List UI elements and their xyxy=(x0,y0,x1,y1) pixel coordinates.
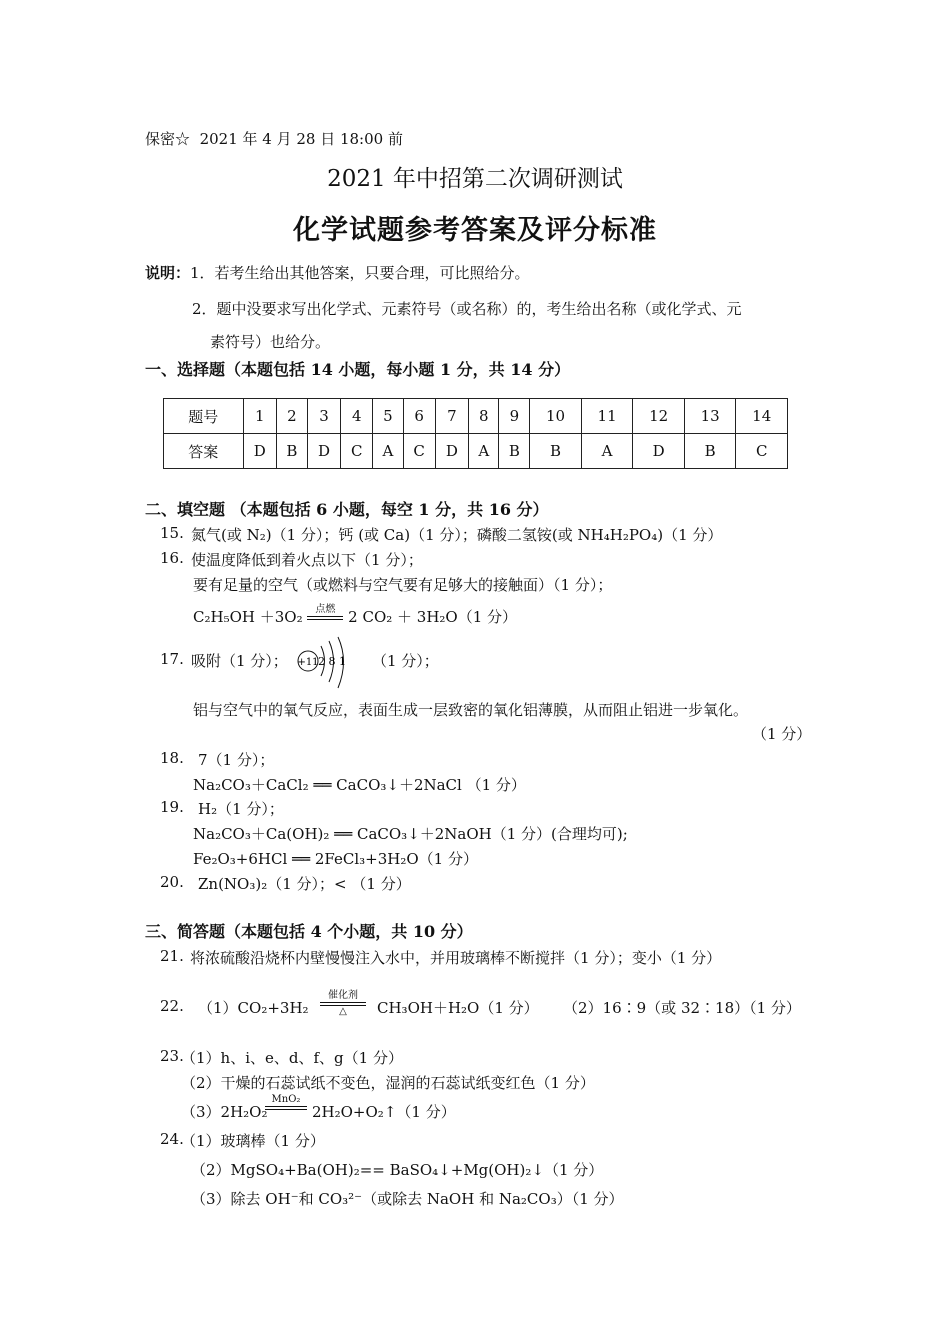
q19-line1: H₂（1 分）； xyxy=(198,800,284,818)
q16-products: 2 CO₂ ＋ 3H₂O（1 分） xyxy=(348,608,518,626)
answer-cell: A xyxy=(581,434,633,469)
question-number: 3 xyxy=(307,399,340,434)
reaction-arrow-mno2 xyxy=(265,1094,307,1110)
question-number: 10 xyxy=(530,399,582,434)
q19-line3: Fe₂O₃+6HCl ══ 2FeCl₃+3H₂O（1 分） xyxy=(193,850,478,868)
question-number: 9 xyxy=(499,399,530,434)
question-number: 1 xyxy=(243,399,276,434)
q24-number: 24. xyxy=(160,1130,184,1148)
question-number: 7 xyxy=(435,399,468,434)
table-row-numbers xyxy=(164,399,788,434)
q17-score: （1 分）； xyxy=(372,652,439,670)
q22-number: 22. xyxy=(160,997,184,1015)
row-label-number: 题号 xyxy=(164,399,244,434)
reaction-arrow-catalyst xyxy=(320,990,366,1018)
answer-cell: A xyxy=(469,434,499,469)
question-number: 8 xyxy=(469,399,499,434)
q18-line2: Na₂CO₃＋CaCl₂ ══ CaCO₃↓＋2NaCl （1 分） xyxy=(193,776,526,794)
q17-number: 17. xyxy=(160,650,184,668)
q17-line2-score: （1 分） xyxy=(752,725,812,743)
question-number: 2 xyxy=(276,399,307,434)
q16-line2: 要有足量的空气（或燃料与空气要有足够大的接触面）（1 分）； xyxy=(193,576,613,594)
condition-heat: △ xyxy=(339,1006,347,1017)
nucleus-charge: +11 xyxy=(297,657,319,668)
sodium-atom-structure-diagram xyxy=(294,636,364,694)
electron-shells-label: 2 8 1 xyxy=(318,655,346,668)
answer-cell: A xyxy=(373,434,403,469)
answer-table xyxy=(163,398,788,469)
q23-line3-left: （3）2H₂O₂ xyxy=(181,1103,268,1121)
question-number: 4 xyxy=(341,399,373,434)
condition-ignite: 点燃 xyxy=(315,604,336,615)
question-number: 11 xyxy=(581,399,633,434)
condition-mno2: MnO₂ xyxy=(271,1094,301,1105)
q20-answer: Zn(NO₃)₂（1 分）；< （1 分） xyxy=(198,875,411,893)
answer-cell: B xyxy=(499,434,530,469)
answer-cell: D xyxy=(435,434,468,469)
q15-answer: 氮气(或 N₂)（1 分）；钙 (或 Ca)（1 分）；磷酸二氢铵(或 NH₄H₂PO₄)（1 分） xyxy=(191,526,723,544)
answer-cell: D xyxy=(243,434,276,469)
q16-line1: 使温度降低到着火点以下（1 分）； xyxy=(191,551,423,569)
question-number: 12 xyxy=(633,399,685,434)
question-number: 14 xyxy=(736,399,788,434)
answer-cell: B xyxy=(684,434,736,469)
q24-line1: （1）玻璃棒（1 分） xyxy=(181,1132,325,1150)
q16-number: 16. xyxy=(160,549,184,567)
question-number: 5 xyxy=(373,399,403,434)
confidential-note: 保密☆ 2021 年 4 月 28 日 18:00 前 xyxy=(145,130,403,148)
q17-line2: 铝与空气中的氧气反应，表面生成一层致密的氧化铝薄膜，从而阻止铝进一步氧化。 xyxy=(193,701,749,719)
note-2-continued: 素符号）也给分。 xyxy=(210,333,331,351)
q22-part2: （2）16∶9（或 32∶18）（1 分） xyxy=(563,999,801,1017)
document-title-line1: 2021 年中招第二次调研测试 xyxy=(327,166,623,192)
answer-cell: B xyxy=(276,434,307,469)
q19-number: 19. xyxy=(160,798,184,816)
answer-cell: C xyxy=(341,434,373,469)
document-title-line2: 化学试题参考答案及评分标准 xyxy=(293,215,657,246)
q22-part1-right: CH₃OH＋H₂O（1 分） xyxy=(377,999,539,1017)
q22-part1-left: （1）CO₂+3H₂ xyxy=(198,999,309,1017)
q24-line2: （2）MgSO₄+Ba(OH)₂== BaSO₄↓+Mg(OH)₂↓（1 分） xyxy=(191,1161,604,1179)
reaction-arrow-ignite xyxy=(307,604,343,620)
section1-heading: 一、选择题（本题包括 14 小题，每小题 1 分，共 14 分） xyxy=(145,360,571,379)
notes-label: 说明： xyxy=(145,264,191,282)
exam-deadline: 2021 年 4 月 28 日 18:00 前 xyxy=(199,130,403,148)
q23-line3-right: 2H₂O+O₂↑（1 分） xyxy=(312,1103,456,1121)
answer-cell: B xyxy=(530,434,582,469)
q19-line2: Na₂CO₃＋Ca(OH)₂ ══ CaCO₃↓＋2NaOH（1 分）(合理均可); xyxy=(193,825,628,843)
q15-number: 15. xyxy=(160,524,184,542)
condition-catalyst: 催化剂 xyxy=(328,990,358,1001)
q20-number: 20. xyxy=(160,873,184,891)
q18-line1: 7（1 分）； xyxy=(198,751,275,769)
q21-number: 21. xyxy=(160,947,184,965)
q24-line3: （3）除去 OH⁻和 CO₃²⁻（或除去 NaOH 和 Na₂CO₃）（1 分） xyxy=(191,1190,624,1208)
answer-cell: C xyxy=(403,434,435,469)
table-row-answers xyxy=(164,434,788,469)
q23-line1: （1）h、i、e、d、f、g（1 分） xyxy=(181,1049,403,1067)
note-2: 2．题中没要求写出化学式、元素符号（或名称）的，考生给出名称（或化学式、元 xyxy=(192,300,742,318)
row-label-answer: 答案 xyxy=(164,434,244,469)
answer-cell: C xyxy=(736,434,788,469)
section2-heading: 二、填空题 （本题包括 6 小题，每空 1 分，共 16 分） xyxy=(145,500,549,519)
q17-line1: 吸附（1 分）； xyxy=(191,652,288,670)
q16-reactants: C₂H₅OH ＋3O₂ xyxy=(193,608,303,626)
q18-number: 18. xyxy=(160,749,184,767)
note-1: 1．若考生给出其他答案，只要合理，可比照给分。 xyxy=(190,264,530,282)
q23-number: 23. xyxy=(160,1047,184,1065)
answer-cell: D xyxy=(307,434,340,469)
answer-cell: D xyxy=(633,434,685,469)
q23-line2: （2）干燥的石蕊试纸不变色，湿润的石蕊试纸变红色（1 分） xyxy=(181,1074,595,1092)
section3-heading: 三、简答题（本题包括 4 个小题，共 10 分） xyxy=(145,922,473,941)
question-number: 13 xyxy=(684,399,736,434)
question-number: 6 xyxy=(403,399,435,434)
notes-line1 xyxy=(145,262,530,283)
q16-equation xyxy=(193,606,517,627)
q21-answer: 将浓硫酸沿烧杯内壁慢慢注入水中，并用玻璃棒不断搅拌（1 分）；变小（1 分） xyxy=(190,949,722,967)
